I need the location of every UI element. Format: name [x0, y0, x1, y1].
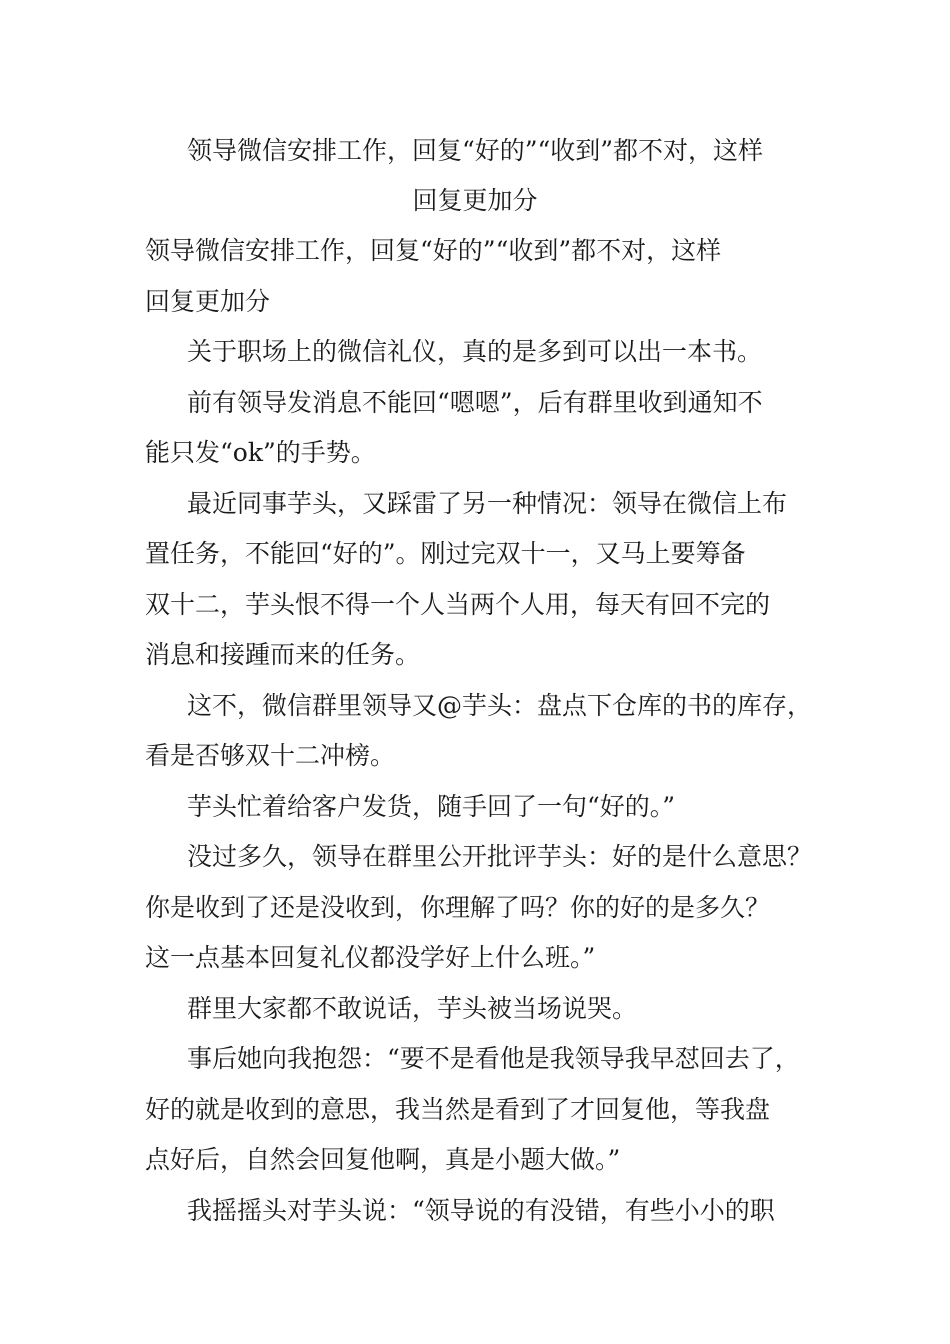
body-line: 这不，微信群里领导又@芋头：盘点下仓库的书的库存，: [187, 690, 813, 720]
body-line: 看是否够双十二冲榜。: [145, 741, 396, 770]
body-line: 你是收到了还是没收到，你理解了吗？你的好的是多久？: [145, 892, 771, 922]
body-line: 这一点基本回复礼仪都没学好上什么班。”: [145, 943, 596, 972]
document-title: [110, 126, 840, 226]
body-line: 关于职场上的微信礼仪，真的是多到可以出一本书。: [187, 337, 763, 366]
body-line: 点好后，自然会回复他啊，真是小题大做。”: [145, 1145, 621, 1174]
body-line: 没过多久，领导在群里公开批评芋头：好的是什么意思？: [187, 842, 813, 871]
title-line: 回复更加分: [412, 186, 538, 215]
body-line: 好的就是收到的意思，我当然是看到了才回复他，等我盘: [145, 1094, 771, 1124]
body-line: 消息和接踵而来的任务。: [145, 640, 421, 669]
body-line: 事后她向我抱怨：“要不是看他是我领导我早怼回去了，: [187, 1044, 800, 1073]
body-line: 置任务，不能回“好的”。刚过完双十一，又马上要筹备: [145, 539, 746, 568]
body-line: 领导微信安排工作，回复“好的”“收到”都不对，这样: [145, 236, 722, 265]
document-body: [145, 226, 825, 1236]
title-line: 领导微信安排工作，回复“好的”“收到”都不对，这样: [186, 136, 764, 165]
body-line: 我摇摇头对芋头说：“领导说的有没错，有些小小的职: [187, 1195, 775, 1225]
body-line: 芋头忙着给客户发货，随手回了一句“好的。”: [187, 791, 676, 821]
body-line: 回复更加分: [145, 286, 271, 316]
body-line: 双十二，芋头恨不得一个人当两个人用，每天有回不完的: [145, 589, 771, 619]
body-line: 能只发“ok”的手势。: [145, 438, 376, 467]
body-line: 最近同事芋头，又踩雷了另一种情况：领导在微信上布: [187, 488, 788, 518]
body-line: 群里大家都不敢说话，芋头被当场说哭。: [187, 993, 638, 1023]
body-line: 前有领导发消息不能回“嗯嗯”，后有群里收到通知不: [187, 387, 763, 417]
